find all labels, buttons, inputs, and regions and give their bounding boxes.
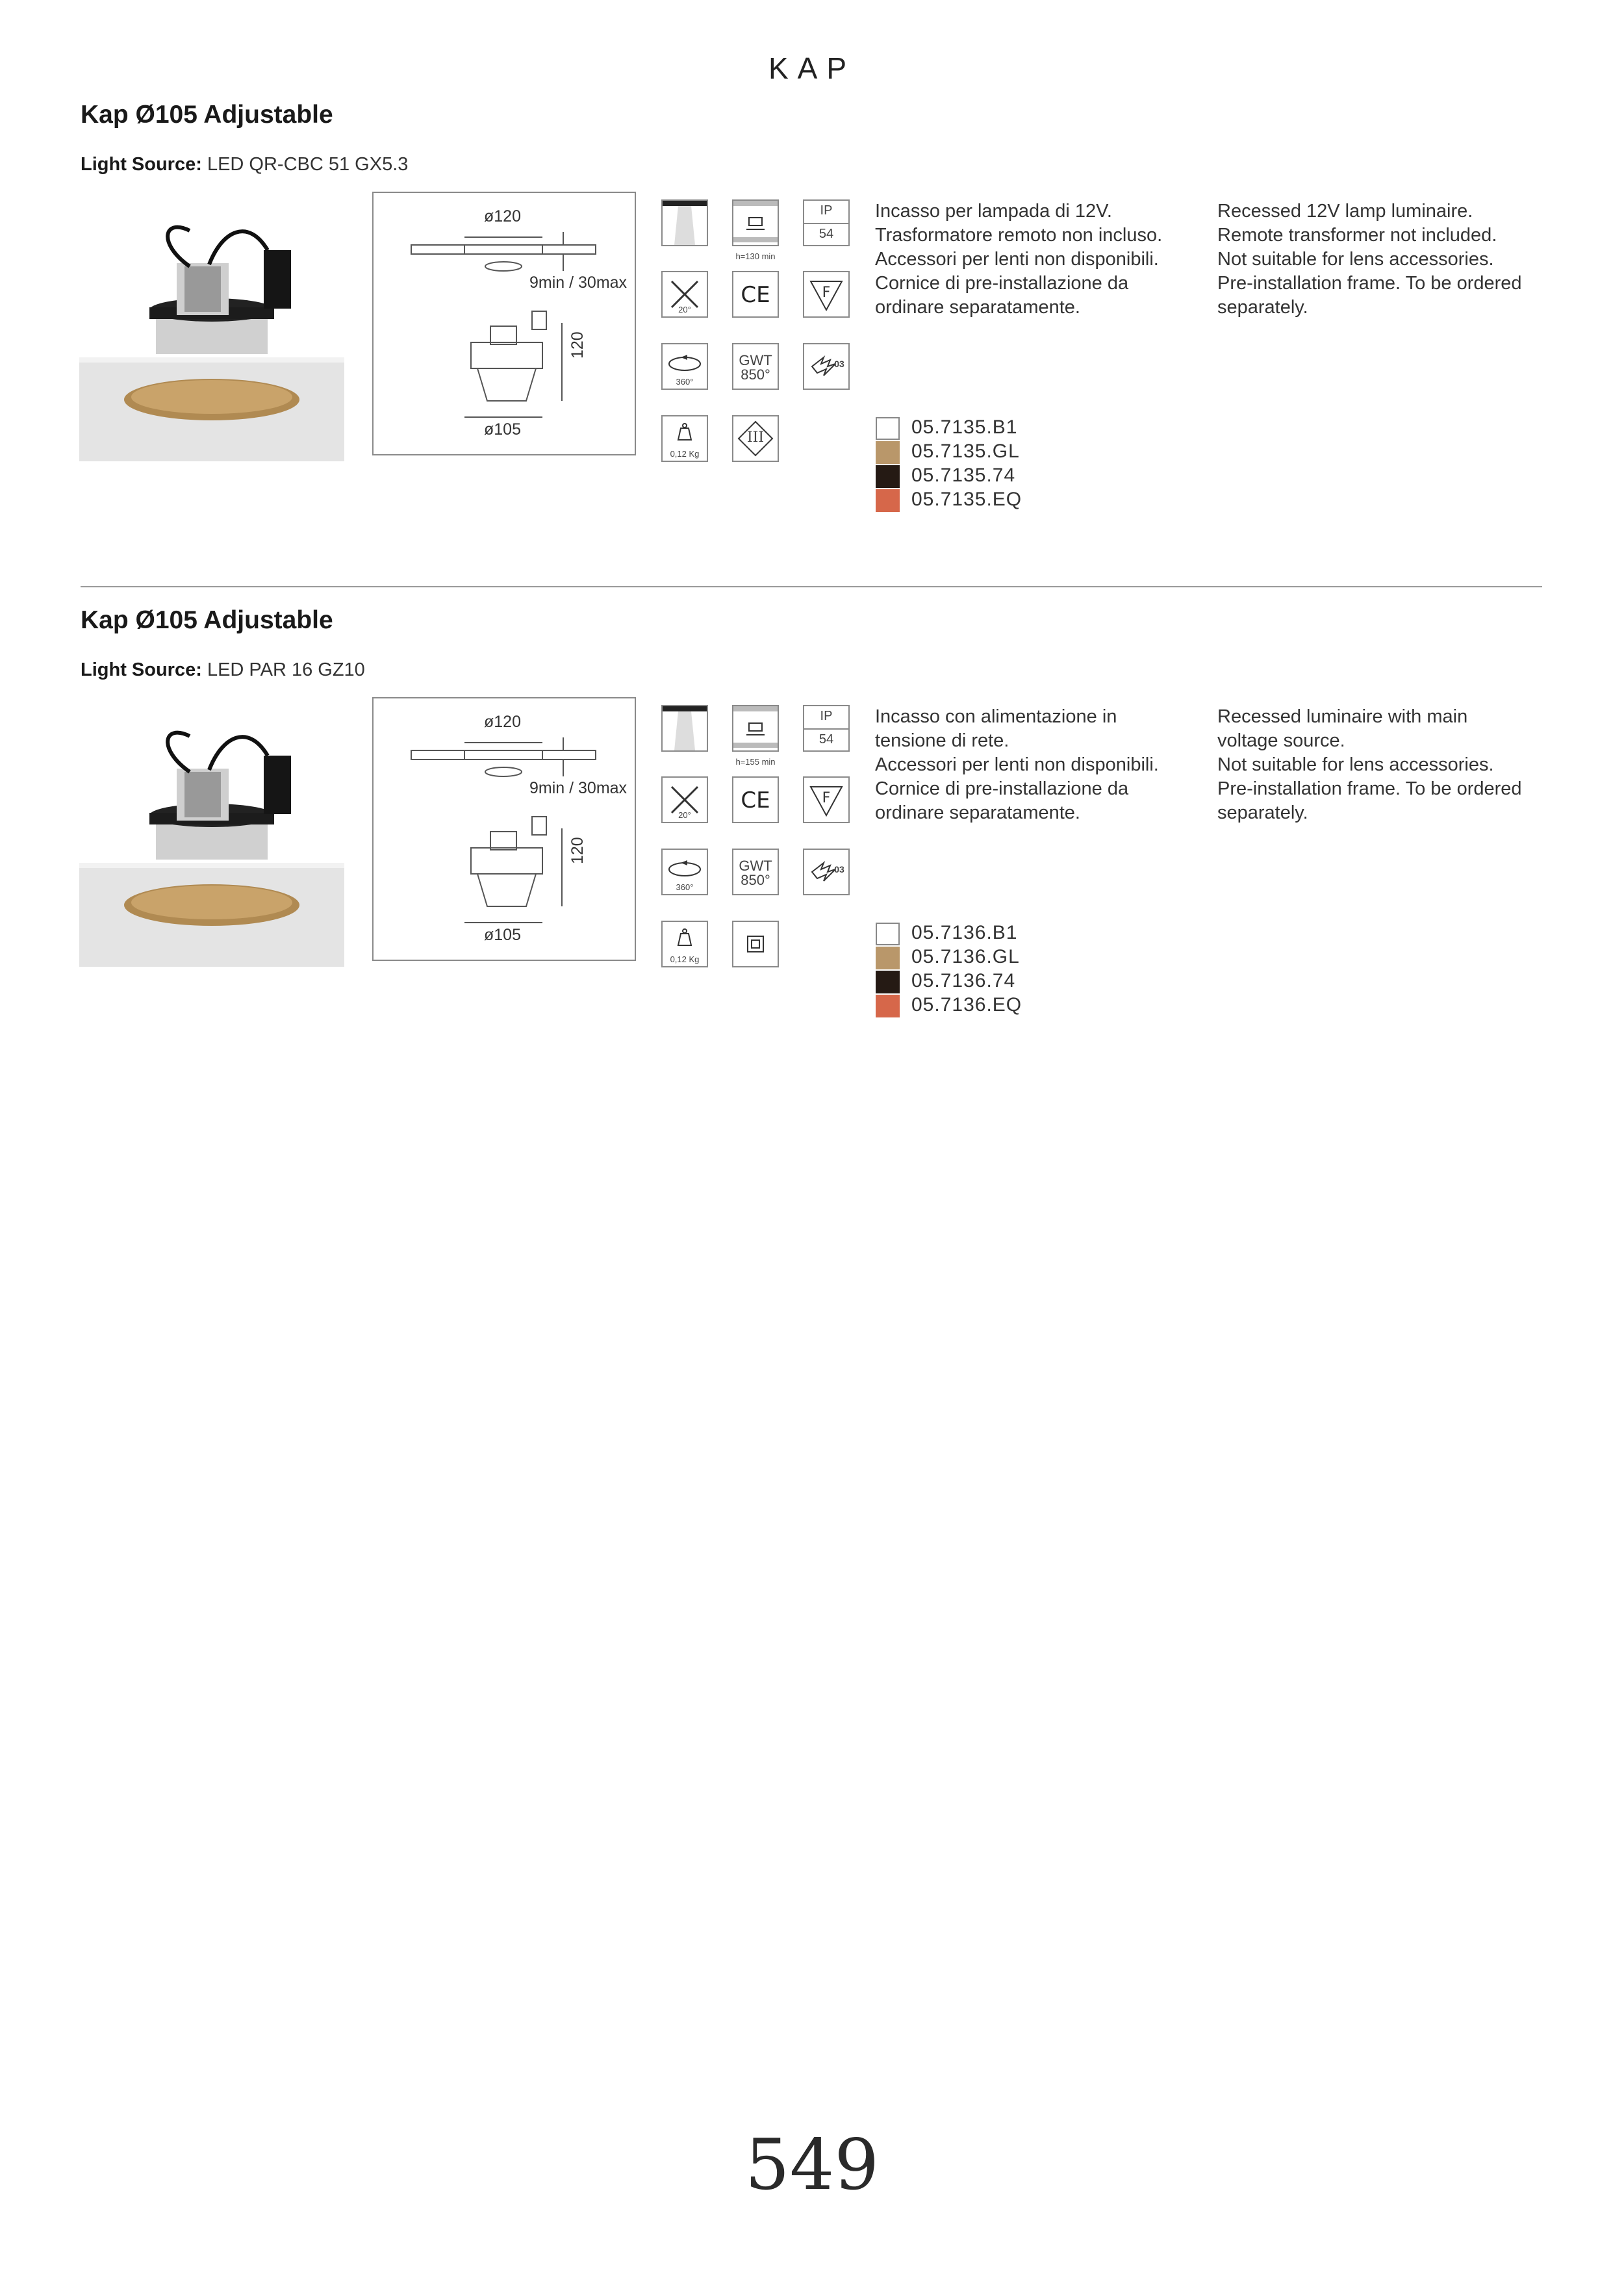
dimension-bottom-diameter: ø105 bbox=[484, 926, 521, 944]
technical-drawing bbox=[372, 192, 636, 455]
ip-rating-icon: IP 54 bbox=[803, 199, 850, 246]
product-title: Kap Ø105 Adjustable bbox=[81, 101, 333, 129]
swatch-orange bbox=[876, 995, 900, 1017]
swatch-gold bbox=[876, 441, 900, 464]
rotation-icon: 360° bbox=[661, 343, 708, 390]
product-photo bbox=[79, 192, 344, 461]
glow-wire-icon: 03 bbox=[803, 343, 850, 390]
beam-icon bbox=[661, 705, 708, 752]
page-number: 549 bbox=[744, 2125, 880, 2206]
ceiling-depth-icon: h=130 min bbox=[732, 199, 779, 246]
dimension-thickness: 9min / 30max bbox=[529, 779, 628, 797]
description-italian: Incasso per lampada di 12V. Trasformatore remoto non incluso. Accessori per lenti non disponibili. Cornice di pre-installazione da ordinare separatamente. bbox=[875, 201, 1163, 318]
class-ii-icon bbox=[732, 921, 779, 967]
weight-icon: 0,12 Kg bbox=[661, 415, 708, 462]
brand-header: KAP bbox=[768, 51, 856, 85]
svg-text:CE: CE bbox=[741, 787, 770, 813]
swatch-black bbox=[876, 465, 900, 488]
ce-mark-icon bbox=[732, 271, 779, 318]
light-source: Light Source: LED QR-CBC 51 GX5.3 bbox=[81, 154, 409, 175]
swatch-orange bbox=[876, 489, 900, 512]
ceiling-depth-icon: h=155 min bbox=[732, 705, 779, 752]
beam-icon bbox=[661, 199, 708, 246]
f-mark-icon bbox=[803, 776, 850, 823]
glow-wire-icon: 03 bbox=[803, 849, 850, 895]
swatch-white bbox=[876, 923, 900, 945]
f-mark-icon bbox=[803, 271, 850, 318]
swatch-gold bbox=[876, 947, 900, 969]
dimension-top-diameter: ø120 bbox=[484, 207, 521, 225]
dimension-bottom-diameter: ø105 bbox=[484, 420, 521, 439]
svg-text:CE: CE bbox=[741, 282, 770, 308]
ip-rating-icon: IP 54 bbox=[803, 705, 850, 752]
swatch-black bbox=[876, 971, 900, 993]
section-divider bbox=[81, 586, 1542, 587]
swatch-white bbox=[876, 417, 900, 440]
light-source: Light Source: LED PAR 16 GZ10 bbox=[81, 659, 365, 680]
description-english: Recessed luminaire with main voltage source. Not suitable for lens accessories. Pre-installation frame. To be ordered separately. bbox=[1217, 706, 1522, 823]
svg-text:F: F bbox=[822, 790, 831, 806]
rotation-icon: 360° bbox=[661, 849, 708, 895]
tilt-angle-icon: 20° bbox=[661, 271, 708, 318]
dimension-height: 120 bbox=[568, 837, 587, 864]
dimension-height: 120 bbox=[568, 331, 587, 359]
product-title: Kap Ø105 Adjustable bbox=[81, 606, 333, 634]
class-iii-icon: III bbox=[732, 415, 779, 462]
description-english: Recessed 12V lamp luminaire. Remote transformer not included. Not suitable for lens accessories. Pre-installation frame. To be ordered separately. bbox=[1217, 201, 1522, 318]
dimension-thickness: 9min / 30max bbox=[529, 274, 628, 292]
gwt-icon: GWT 850° bbox=[732, 343, 779, 390]
description-italian: Incasso con alimentazione in tensione di rete. Accessori per lenti non disponibili. Cornice di pre-installazione da ordinare separatamente. bbox=[875, 706, 1159, 823]
dimension-top-diameter: ø120 bbox=[484, 713, 521, 731]
ce-mark-icon bbox=[732, 776, 779, 823]
product-photo bbox=[79, 697, 344, 967]
technical-drawing bbox=[372, 697, 636, 961]
gwt-icon: GWT 850° bbox=[732, 849, 779, 895]
product-section-2: Kap Ø105 Adjustable Light Source: LED PAR 16 GZ10 ø120 9min / 30max 120 ø105 20° 360° 0,12 Kg h=155 min CE GWT 850° IP 54 F 03 Incasso con alimentazione in tensione di rete. Accessori per lenti non disponibili. Cornice di pre-installazione da ordinare separatamente. Recessed luminaire with main voltage source. Not suitable for lens accessories. Pre-installation frame. To be ordered separately. 05.7136.B1 05.7136.GL 05.7136.74 05.7136.EQ bbox=[0, 606, 1624, 1100]
weight-icon: 0,12 Kg bbox=[661, 921, 708, 967]
svg-text:F: F bbox=[822, 285, 831, 301]
product-section-1: Kap Ø105 Adjustable Light Source: LED QR-CBC 51 GX5.3 ø120 9min / 30max 120 ø105 20° 360° 0,12 Kg h=130 min CE GWT 850° III IP 54 F 03 Incasso per lampada di 12V. Trasformatore remoto non incluso. Accessori per lenti non disponibili. Cornice di pre-installazione da ordinare separatamente. Recessed 12V lamp luminaire. Remote transformer not included. Not suitable for lens accessories. Pre-installation frame. To be ordered separately. 05.7135.B1 05.7135.GL 05.7135.74 05.7135.EQ bbox=[0, 101, 1624, 594]
tilt-angle-icon: 20° bbox=[661, 776, 708, 823]
